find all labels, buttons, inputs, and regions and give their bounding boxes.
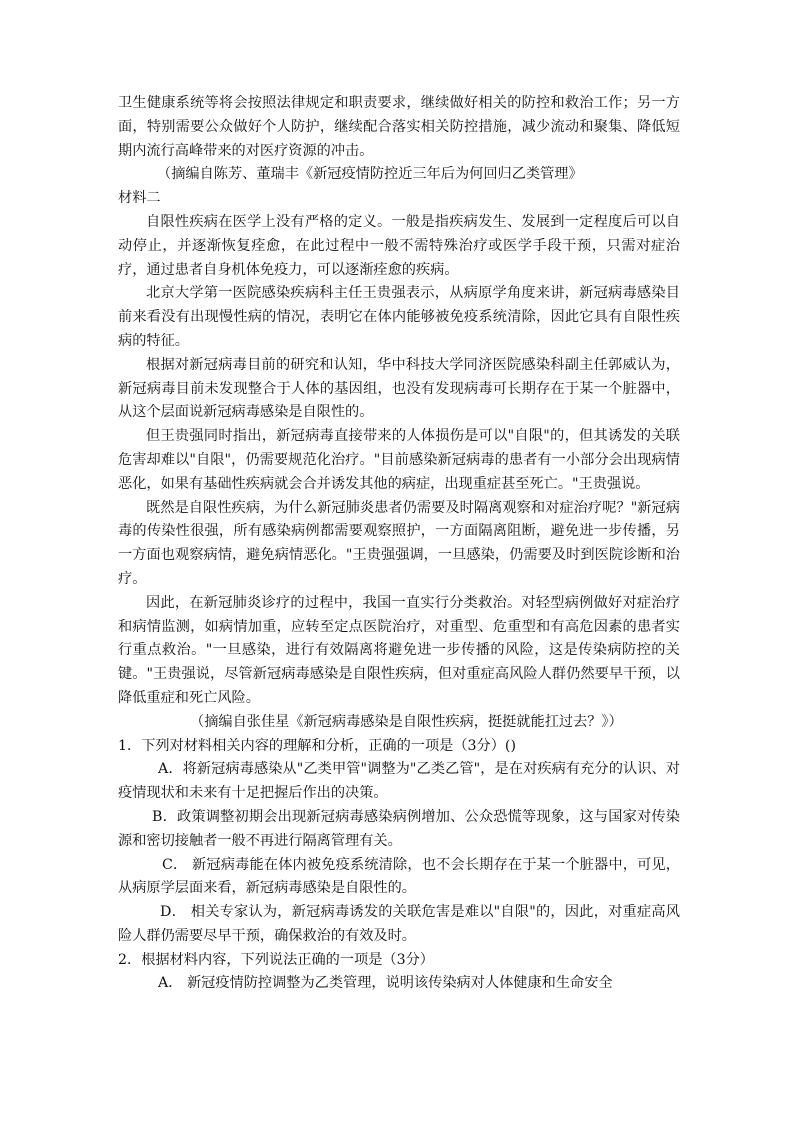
question-1-option-a: A．将新冠病毒感染从"乙类甲管"调整为"乙类乙管"，是在对疾病有充分的认识、对疫情现状和未来有十足把握后作出的决策。 bbox=[118, 761, 680, 802]
source-citation-2: （摘编自张佳星《新冠病毒感染是自限性疾病，挺挺就能扛过去？》） bbox=[190, 713, 623, 730]
paragraph-isolation-treatment: 既然是自限性疾病，为什么新冠肺炎患者仍需要及时隔离观察和对症治疗呢？"新冠病毒的传染性很强，所有感染病例都需要观察照护，一方面隔离阻断，避免进一步传播，另一方面也观察病情，避免病情恶化。"王贵强强调，一旦感染，仍需要及时到医院诊断和治疗。 bbox=[118, 499, 680, 587]
paragraph-guo-wei: 根据对新冠病毒目前的研究和认知，华中科技大学同济医院感染科副主任郭威认为，新冠病毒目前未发现整合于人体的基因组，也没有发现病毒可长期存在于某一个脏器中，从这个层面说新冠病毒感染是自限性的。 bbox=[118, 356, 680, 421]
question-1: 1．下列对材料相关内容的理解和分析，正确的一项是（3分）() bbox=[118, 737, 517, 754]
paragraph-wang-guiqiang: 北京大学第一医院感染疾病科主任王贵强表示，从病原学角度来讲，新冠病毒感染目前来看没有出现慢性病的情况，表明它在体内能够被免疫系统清除，因此它具有自限性疾病的特征。 bbox=[118, 285, 680, 349]
question-1-option-b: B．政策调整初期会出现新冠病毒感染病例增加、公众恐慌等现象，这与国家对传染源和密切接触者一般不再进行隔离管理有关。 bbox=[118, 808, 680, 849]
question-1-option-c: C． 新冠病毒能在体内被免疫系统清除，也不会长期存在于某一个脏器中，可见，从病原学层面来看，新冠病毒感染是自限性的。 bbox=[118, 856, 680, 897]
question-1-option-d: D． 相关专家认为，新冠病毒诱发的关联危害是难以"自限"的，因此，对重症高风险人群仍需要尽早干预，确保救治的有效及时。 bbox=[118, 904, 680, 944]
question-2-option-a: A． 新冠疫情防控调整为乙类管理，说明该传染病对人体健康和生命安全 bbox=[158, 975, 613, 992]
document-page bbox=[118, 92, 680, 996]
section-heading-material-two: 材料二 bbox=[118, 190, 161, 207]
paragraph-prevention-work: 卫生健康系统等将会按照法律规定和职责要求，继续做好相关的防控和救治工作；另一方面，特别需要公众做好个人防护，继续配合落实相关防控措施，减少流动和聚集、降低短期内流行高峰带来的对医疗资源的冲击。 bbox=[118, 95, 680, 159]
paragraph-associated-harm: 但王贵强同时指出，新冠病毒直接带来的人体损伤是可以"自限"的，但其诱发的关联危害却难以"自限"，仍需要规范化治疗。"目前感染新冠病毒的患者有一小部分会出现病情恶化，如果有基础性疾病就会合并诱发其他的病症，出现重症甚至死亡。"王贵强说。 bbox=[118, 428, 680, 492]
question-2: 2．根据材料内容，下列说法正确的一项是（3分） bbox=[118, 951, 434, 968]
source-citation-1: （摘编自陈芳、董瑞丰《新冠疫情防控近三年后为何回归乙类管理》 bbox=[157, 166, 583, 183]
paragraph-classified-treatment: 因此，在新冠肺炎诊疗的过程中，我国一直实行分类救治。对轻型病例做好对症治疗和病情监测，如病情加重，应转至定点医院治疗，对重型、危重型和有高危因素的患者实行重点救治。"一旦感染，进行有效隔离将避免进一步传播的风险，这是传染病防控的关键。"王贵强说，尽管新冠病毒感染是自限性疾病，但对重症高风险人群仍然要早干预，以降低重症和死亡风险。 bbox=[118, 594, 680, 706]
paragraph-self-limited-definition: 自限性疾病在医学上没有严格的定义。一般是指疾病发生、发展到一定程度后可以自动停止，并逐渐恢复痊愈，在此过程中一般不需特殊治疗或医学手段干预，只需对症治疗，通过患者自身机体免疫力，可以逐渐痊愈的疾病。 bbox=[118, 213, 680, 278]
